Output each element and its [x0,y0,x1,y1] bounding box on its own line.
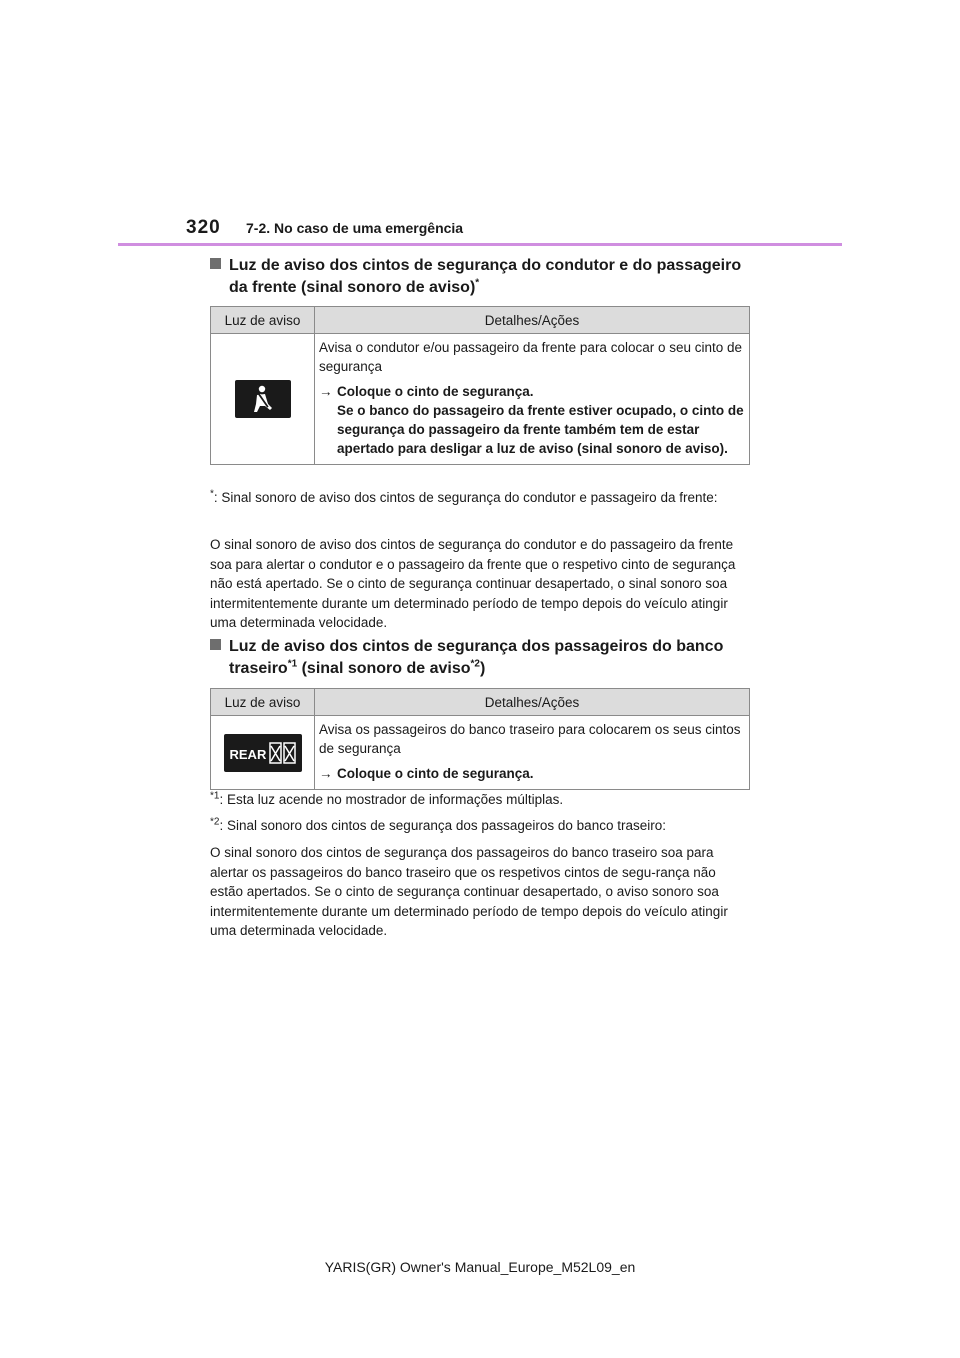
section2-title-d: ) [479,660,486,677]
section1-footnote [210,488,750,508]
page-number: 320 [186,217,221,238]
details-cell [315,334,750,465]
action-extra-text: Se o banco do passageiro da frente estiver ocupado, o cinto de segurança do passageiro da frente também tem de estar apertado para desligar a luz de aviso (sinal sonoro de aviso). [337,403,744,456]
section2-heading [210,636,770,680]
section2-sup1: *1 [287,658,298,670]
section2-title-b: traseiro [229,660,288,677]
footnote2-mark: *2 [210,816,220,828]
warning-description: Avisa o condutor e/ou passageiro da frente para colocar o seu cinto de segurança [319,340,743,374]
footnote2-text: : Sinal sonoro dos cintos de segurança dos passageiros do banco traseiro: [219,818,666,833]
section2-sup2: *2 [470,658,480,670]
bullet-square-icon [210,639,221,650]
footnote1-text: : Esta luz acende no mostrador de informações múltiplas. [219,792,564,807]
footnote-mark: * [210,488,214,500]
footer-text: YARIS(GR) Owner's Manual_Europe_M52L09_en [324,1259,636,1275]
footnote-text: : Sinal sonoro de aviso dos cintos de segurança do condutor e passageiro da frente: [213,490,718,505]
section1-paragraph: O sinal sonoro de aviso dos cintos de segurança do condutor e do passageiro da frente soa para alertar o condutor e o passageiro da frente que o respetivo cinto de segurança não está apertado. Se o cinto de segurança continuar desapertado, o sinal sonoro soa intermitentemente durante um determinado período de tempo depois do veículo atingir uma determinada velocidade. [210,537,736,630]
warning-description: Avisa os passageiros do banco traseiro para colocarem os seus cintos de segurança [319,722,741,756]
section2-title-c: (sinal sonoro de aviso [297,660,471,677]
action-row [319,382,745,458]
rear-icon-label: REAR [229,746,267,762]
section2-table [210,688,750,790]
icon-cell [211,334,315,465]
table-header-details: Detalhes/Ações [315,689,750,716]
section1-table [210,306,750,465]
section1-heading [210,255,770,299]
arrow-right-icon: → [319,384,333,399]
section1-title-sup: * [475,277,480,289]
section2-footnote1 [210,790,750,810]
seatbelt-warning-icon [235,380,291,418]
table-header-warning-light: Luz de aviso [211,689,315,716]
table-header-details: Detalhes/Ações [315,307,750,334]
section2-paragraph: O sinal sonoro dos cintos de segurança dos passageiros do banco traseiro soa para alertar os passageiros do banco traseiro que os respetivos cintos de segu-rança não estão apertados. Se o cinto de segurança continuar desapertado, o aviso sonoro soa intermitentemente durante um determinado período de tempo depois do veículo atingir uma determinada velocidade. [210,845,728,938]
section1-title-line1: Luz de aviso dos cintos de segurança do condutor e do passageiro [229,257,742,274]
action-row [319,764,745,783]
section2-footnote2 [210,816,750,836]
arrow-right-icon: → [319,766,333,781]
header-rule [118,243,842,246]
footnote1-mark: *1 [210,790,220,802]
action-text: Coloque o cinto de segurança. [337,766,534,781]
rear-seatbelt-warning-icon [224,734,302,772]
section2-title-a: Luz de aviso dos cintos de segurança dos passageiros do banco [229,638,724,655]
section1-title-line2: da frente (sinal sonoro de aviso) [229,279,476,296]
details-cell [315,716,750,790]
bullet-square-icon [210,258,221,269]
chapter-title: 7-2. No caso de uma emergência [246,220,464,236]
action-text: Coloque o cinto de segurança. [337,384,534,399]
icon-cell [211,716,315,790]
table-header-warning-light: Luz de aviso [211,307,315,334]
